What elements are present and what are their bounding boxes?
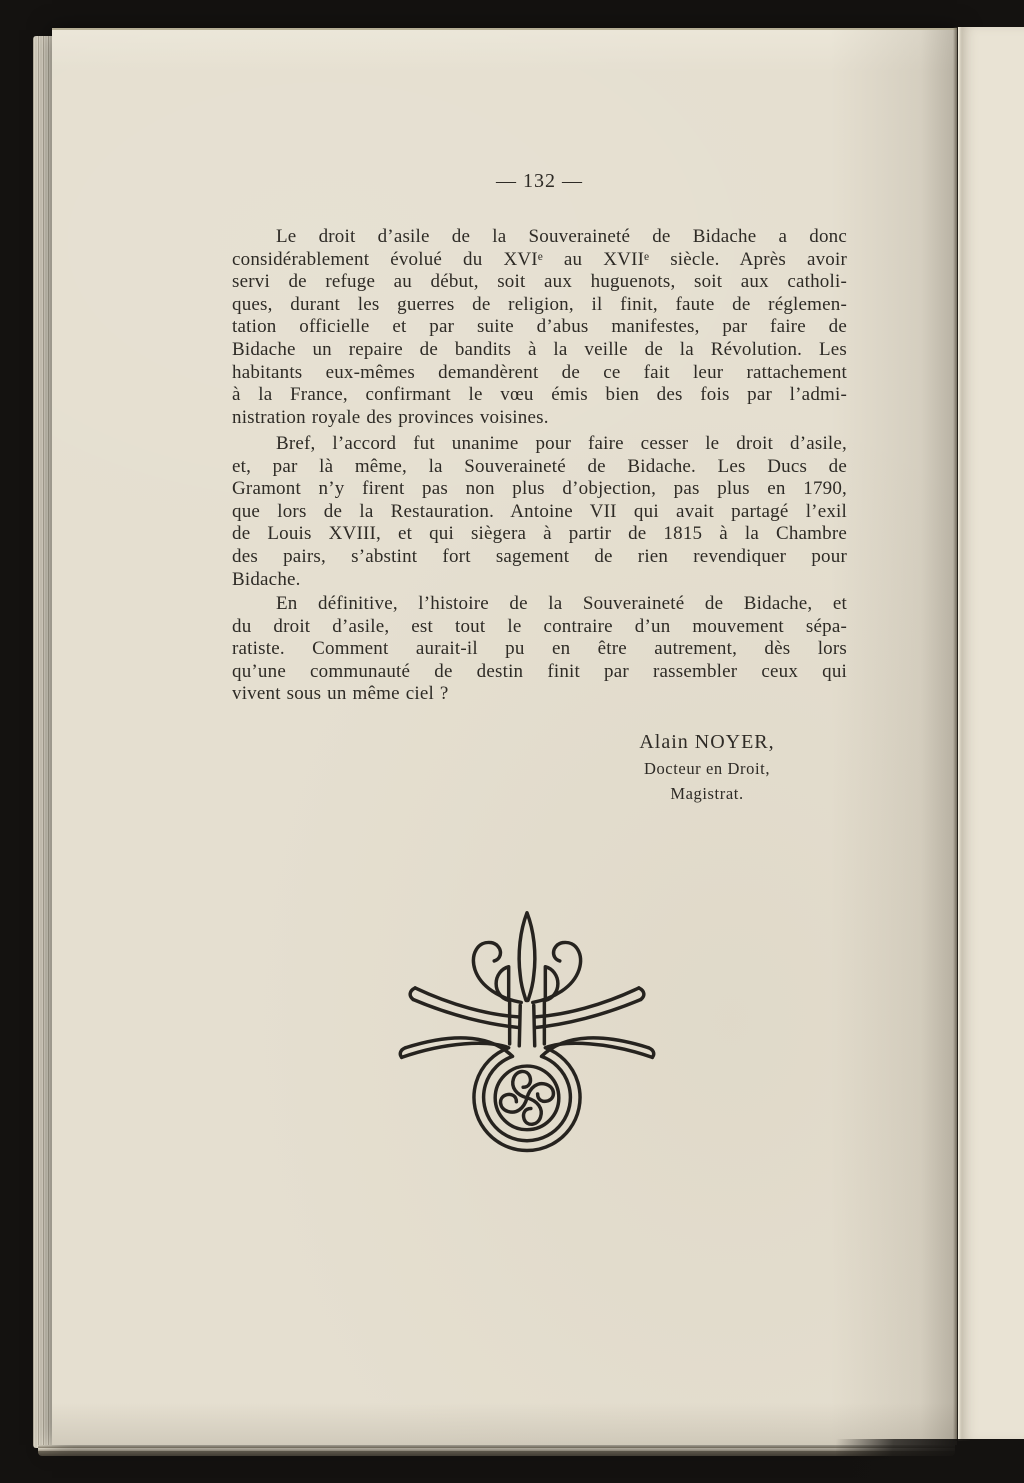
text-line: considérablement évolué du XVIᵉ au XVIIᵉ siècle. Après avoir bbox=[232, 248, 847, 270]
signature-role-line: Docteur en Droit, bbox=[643, 759, 771, 778]
text-line: qu’une communauté de destin finit par rassembler ceux qui bbox=[232, 660, 847, 682]
text-line: nistration royale des provinces voisines. bbox=[232, 406, 549, 428]
book-page bbox=[52, 30, 957, 1445]
text-line: servi de refuge au début, soit aux huguenots, soit aux catholi- bbox=[232, 271, 847, 293]
signature-name: Alain NOYER, bbox=[639, 731, 775, 753]
signature-block bbox=[557, 729, 857, 806]
text-line: En définitive, l’histoire de la Souveraineté de Bidache, et bbox=[276, 593, 847, 614]
page-stack-edges-bottom bbox=[38, 1445, 955, 1456]
page-stack-edges-left bbox=[33, 36, 52, 1448]
text-line: Le droit d’asile de la Souveraineté de Bidache a donc bbox=[276, 226, 847, 247]
paragraph bbox=[232, 433, 847, 591]
text-line: à la France, confirmant le vœu émis bien des fois par l’admi- bbox=[232, 384, 847, 406]
text-line: Bref, l’accord fut unanime pour faire cesser le droit d’asile, bbox=[276, 433, 847, 454]
signature-role-line: Magistrat. bbox=[670, 784, 744, 803]
text-line: du droit d’asile, est tout le contraire d’un mouvement sépa- bbox=[232, 615, 847, 637]
text-line: habitants eux-mêmes demandèrent de ce fait leur rattachement bbox=[232, 361, 847, 383]
text-line: vivent sous un même ciel ? bbox=[232, 683, 449, 705]
text-line: que lors de la Restauration. Antoine VII qui avait partagé l’exil bbox=[232, 500, 847, 522]
text-line: et, par là même, la Souveraineté de Bidache. Les Ducs de bbox=[232, 455, 847, 477]
text-line: Gramont n’y firent pas non plus d’objection, pas plus en 1790, bbox=[232, 478, 847, 500]
paragraph bbox=[232, 593, 847, 706]
text-line: ratiste. Comment aurait-il pu en être autrement, dès lors bbox=[232, 638, 847, 660]
text-line: des pairs, s’abstint fort sagement de rien revendiquer pour bbox=[232, 545, 847, 567]
page-number: — 132 — bbox=[496, 170, 583, 192]
bottom-right-shadow bbox=[836, 1439, 1024, 1483]
facing-page-edge bbox=[958, 27, 1024, 1441]
paragraph bbox=[232, 226, 847, 429]
text-line: Bidache un repaire de bandits à la veille de la Révolution. Les bbox=[232, 338, 847, 360]
lauburu-colophon-icon bbox=[392, 903, 662, 1178]
text-line: tation officielle et par suite d’abus manifestes, par faire de bbox=[232, 316, 847, 338]
text-line: de Louis XVIII, et qui siègera à partir de 1815 à la Chambre bbox=[232, 523, 847, 545]
text-line: ques, durant les guerres de religion, il finit, faute de réglemen- bbox=[232, 293, 847, 315]
text-line: Bidache. bbox=[232, 568, 301, 590]
